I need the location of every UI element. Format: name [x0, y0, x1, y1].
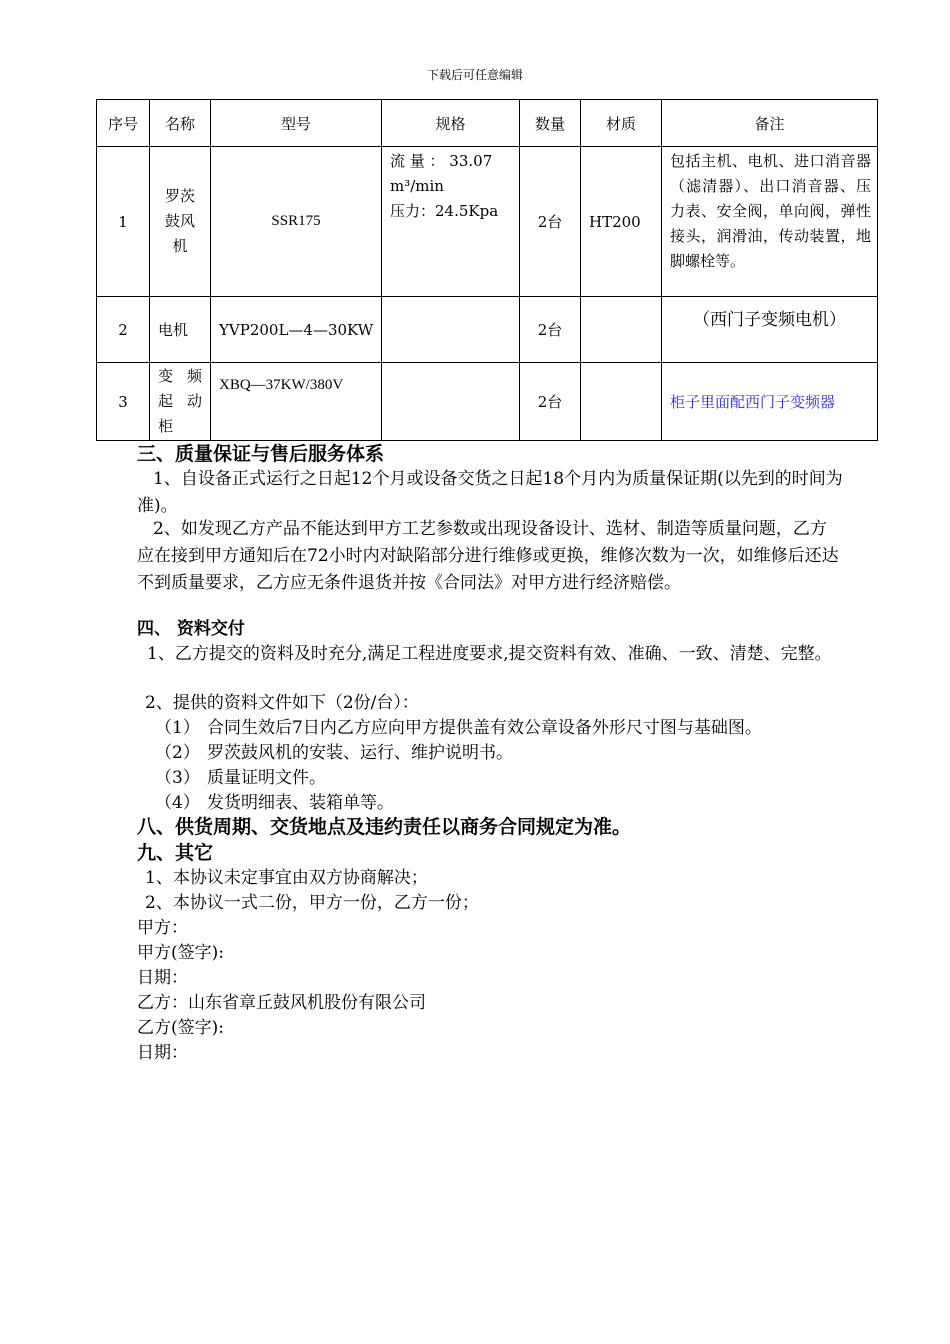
list-item-number: （3） [155, 768, 200, 788]
list-item-text: 合同生效后7日内乙方应向甲方提供盖有效公章设备外形尺寸图与基础图。 [207, 718, 762, 738]
header-note: 下载后可任意编辑 [426, 68, 523, 82]
list-item-text: 发货明细表、装箱单等。 [207, 793, 394, 813]
section-9-paragraph: 2、本协议一式二份，甲方一份，乙方一份； [145, 893, 479, 913]
row-qty: 2台 [520, 297, 581, 363]
table-row [97, 297, 878, 363]
party-b-signature: 乙方(签字): [137, 1018, 224, 1038]
table-row [97, 363, 878, 441]
header-remark: 备注 [662, 100, 878, 147]
party-b-label: 乙方：山东省章丘鼓风机股份有限公司 [137, 993, 426, 1013]
list-item [155, 716, 762, 740]
list-item [155, 791, 394, 815]
table-header-row [97, 100, 878, 147]
row-model: XBQ—37KW/380V [211, 363, 382, 441]
spec-line: 流 量 ： 33.07 [390, 152, 493, 170]
row-qty: 2台 [520, 147, 581, 297]
list-item-text: 质量证明文件。 [207, 768, 326, 788]
row-no: 2 [97, 297, 150, 363]
header-name: 名称 [150, 100, 211, 147]
section-9-title: 九、其它 [137, 842, 214, 864]
name-line: 起 动 [158, 392, 202, 410]
table-row [97, 147, 878, 297]
row-material [581, 363, 662, 441]
section-8-title: 八、供货周期、交货地点及违约责任以商务合同规定为准。 [137, 816, 632, 838]
list-item-number: （2） [155, 743, 200, 763]
remark-text: 包括主机、电机、进口消音器（滤清器）、出口消音器、压力表、安全阀，单向阀，弹性接头，润滑油，传动装置，地脚螺栓等。 [670, 152, 871, 270]
section-9-paragraph: 1、本协议未定事宜由双方协商解决； [145, 868, 428, 888]
party-a-signature: 甲方(签字): [137, 943, 224, 963]
row-spec [382, 147, 520, 297]
row-material: HT200 [581, 147, 662, 297]
section-4-title: 四、 资料交付 [137, 619, 245, 639]
section-4-paragraph: 2、提供的资料文件如下（2份/台）： [145, 693, 419, 713]
row-name: 电机 [150, 297, 211, 363]
section-4-paragraph: 1、乙方提交的资料及时充分,满足工程进度要求,提交资料有效、准确、一致、清楚、完整。 [147, 644, 832, 664]
row-model: SSR175 [211, 147, 382, 297]
name-line: 变 频 [158, 367, 202, 385]
row-remark: （西门子变频电机） [662, 297, 878, 363]
header-spec: 规格 [382, 100, 520, 147]
header-no: 序号 [97, 100, 150, 147]
row-model: YVP200L—4—30KW [211, 297, 382, 363]
row-spec [382, 363, 520, 441]
row-no: 1 [97, 147, 150, 297]
list-item [155, 741, 513, 765]
row-name [150, 363, 211, 441]
row-qty: 2台 [520, 363, 581, 441]
row-spec [382, 297, 520, 363]
header-material: 材质 [581, 100, 662, 147]
party-b-date: 日期： [137, 1043, 188, 1063]
name-line: 机 [172, 237, 188, 255]
section-3-paragraph: 2、如发现乙方产品不能达到甲方工艺参数或出现设备设计、选材、制造等质量问题，乙方应在接到甲方通知后在72小时内对缺陷部分进行维修或更换，维修次数为一次，如维修后还达不到质量要求，乙方应无条件退货并按《合同法》对甲方进行经济赔偿。 [137, 519, 839, 593]
list-item-number: （1） [155, 718, 200, 738]
spec-line: m³/min [390, 177, 444, 195]
name-line: 鼓风 [164, 212, 195, 230]
row-remark: 柜子里面配西门子变频器 [662, 363, 878, 441]
party-a-label: 甲方： [137, 918, 188, 938]
name-line: 罗茨 [164, 187, 195, 205]
row-name [150, 147, 211, 297]
row-material [581, 297, 662, 363]
section-3-title: 三、质量保证与售后服务体系 [137, 443, 385, 465]
name-line: 柜 [158, 417, 174, 435]
header-qty: 数量 [520, 100, 581, 147]
spec-line: 压力：24.5Kpa [390, 202, 499, 220]
list-item-number: （4） [155, 793, 200, 813]
header-model: 型号 [211, 100, 382, 147]
list-item [155, 766, 326, 790]
row-no: 3 [97, 363, 150, 441]
equipment-table [96, 99, 878, 441]
section-3-paragraph: 1、自设备正式运行之日起12个月或设备交货之日起18个月内为质量保证期(以先到的时间为准)。 [137, 469, 843, 516]
row-remark [662, 147, 878, 297]
list-item-text: 罗茨鼓风机的安装、运行、维护说明书。 [207, 743, 513, 763]
party-a-date: 日期： [137, 968, 188, 988]
